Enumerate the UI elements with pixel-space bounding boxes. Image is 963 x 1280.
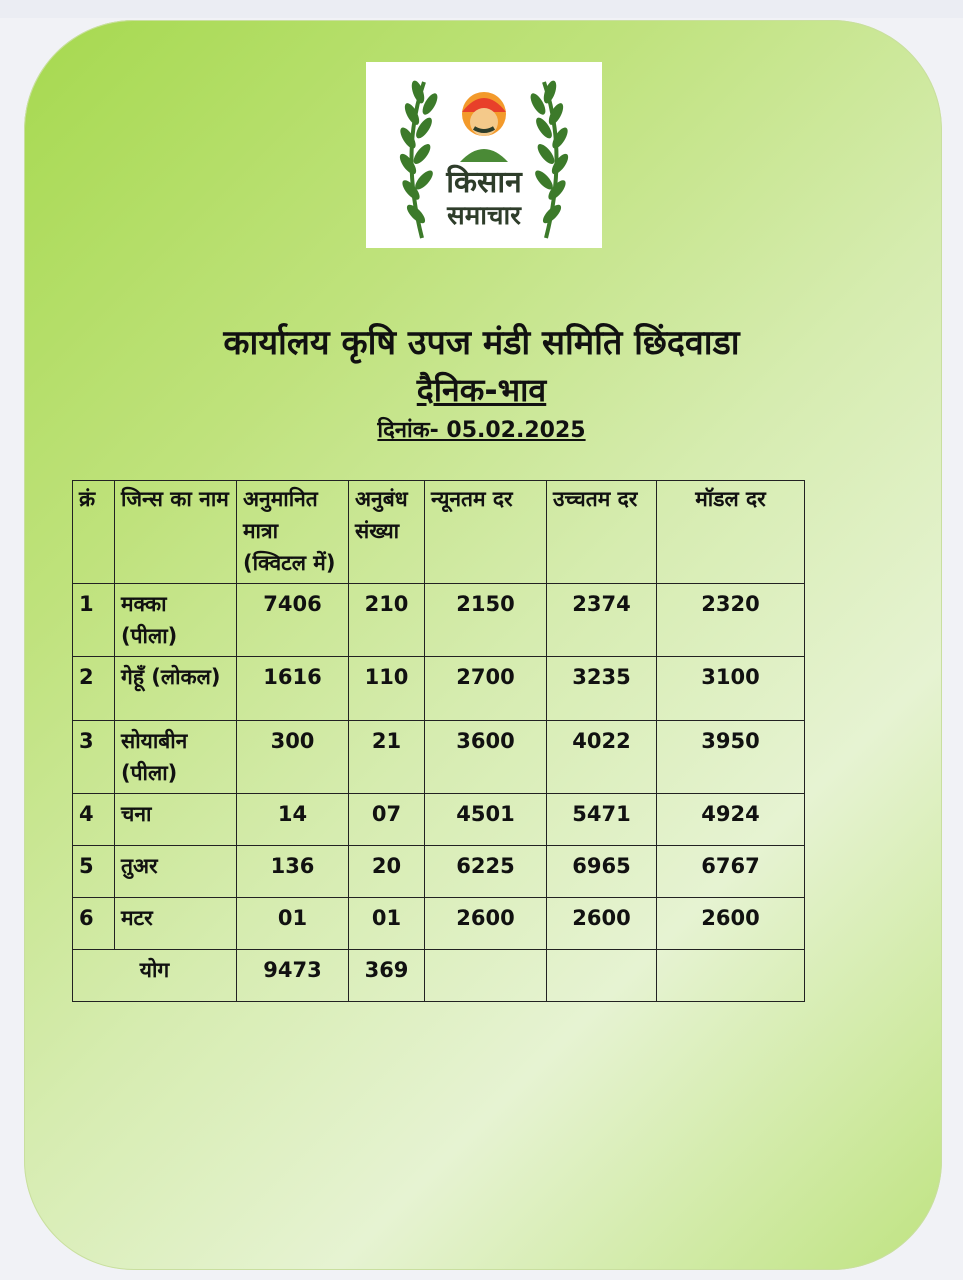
cell-modal-rate: 4924	[657, 794, 805, 846]
cell-modal-rate: 3950	[657, 721, 805, 794]
table-row	[73, 846, 805, 898]
cell-quantity: 14	[237, 794, 349, 846]
cell-min-rate: 2150	[425, 584, 547, 657]
table-row	[73, 721, 805, 794]
cell-quantity: 1616	[237, 657, 349, 721]
report-title: दैनिक-भाव	[416, 371, 547, 409]
table-row	[73, 657, 805, 721]
cell-contracts: 21	[349, 721, 425, 794]
cell-sno: 5	[73, 846, 115, 898]
cell-max-rate: 2600	[547, 898, 657, 950]
logo-text-kisan: किसान	[446, 165, 522, 200]
cell-sno: 4	[73, 794, 115, 846]
table-header-row	[73, 481, 805, 584]
cell-empty	[425, 950, 547, 1002]
header-min-rate: न्यूनतम दर	[425, 481, 547, 584]
logo-text-samachar: समाचार	[447, 201, 521, 231]
header-max-rate: उच्चतम दर	[547, 481, 657, 584]
cell-sno: 6	[73, 898, 115, 950]
header-commodity: जिन्स का नाम	[115, 481, 237, 584]
cell-max-rate: 4022	[547, 721, 657, 794]
cell-quantity: 300	[237, 721, 349, 794]
mandi-rates-table	[72, 480, 805, 1002]
cell-quantity: 01	[237, 898, 349, 950]
cell-min-rate: 6225	[425, 846, 547, 898]
cell-sno: 2	[73, 657, 115, 721]
cell-max-rate: 2374	[547, 584, 657, 657]
table-row	[73, 898, 805, 950]
cell-total-label: योग	[73, 950, 237, 1002]
cell-commodity: चना	[115, 794, 237, 846]
table-row	[73, 584, 805, 657]
office-title: कार्यालय कृषि उपज मंडी समिति छिंदवाडा	[223, 323, 740, 363]
cell-contracts: 01	[349, 898, 425, 950]
cell-modal-rate: 3100	[657, 657, 805, 721]
header-sno: क्रं	[73, 481, 115, 584]
cell-max-rate: 6965	[547, 846, 657, 898]
cell-total-quantity: 9473	[237, 950, 349, 1002]
table-row	[73, 794, 805, 846]
cell-contracts: 20	[349, 846, 425, 898]
cell-modal-rate: 2600	[657, 898, 805, 950]
cell-empty	[547, 950, 657, 1002]
cell-min-rate: 4501	[425, 794, 547, 846]
cell-contracts: 210	[349, 584, 425, 657]
cell-sno: 3	[73, 721, 115, 794]
cell-contracts: 110	[349, 657, 425, 721]
cell-sno: 1	[73, 584, 115, 657]
cell-min-rate: 2700	[425, 657, 547, 721]
cell-max-rate: 5471	[547, 794, 657, 846]
header-quantity: अनुमानित मात्रा (क्विटल में)	[237, 481, 349, 584]
cell-empty	[657, 950, 805, 1002]
header-modal-rate: मॉडल दर	[657, 481, 805, 584]
cell-max-rate: 3235	[547, 657, 657, 721]
kisan-samachar-logo	[366, 62, 602, 248]
cell-commodity: गेहूँ (लोकल)	[115, 657, 237, 721]
cell-commodity: मटर	[115, 898, 237, 950]
top-band	[0, 0, 963, 18]
cell-min-rate: 3600	[425, 721, 547, 794]
cell-modal-rate: 2320	[657, 584, 805, 657]
cell-quantity: 7406	[237, 584, 349, 657]
cell-commodity: तुअर	[115, 846, 237, 898]
cell-min-rate: 2600	[425, 898, 547, 950]
cell-contracts: 07	[349, 794, 425, 846]
header-contracts: अनुबंध संख्या	[349, 481, 425, 584]
cell-modal-rate: 6767	[657, 846, 805, 898]
cell-total-contracts: 369	[349, 950, 425, 1002]
table-total-row	[73, 950, 805, 1002]
cell-commodity: मक्का (पीला)	[115, 584, 237, 657]
report-date: दिनांक- 05.02.2025	[377, 418, 586, 443]
cell-quantity: 136	[237, 846, 349, 898]
cell-commodity: सोयाबीन (पीला)	[115, 721, 237, 794]
